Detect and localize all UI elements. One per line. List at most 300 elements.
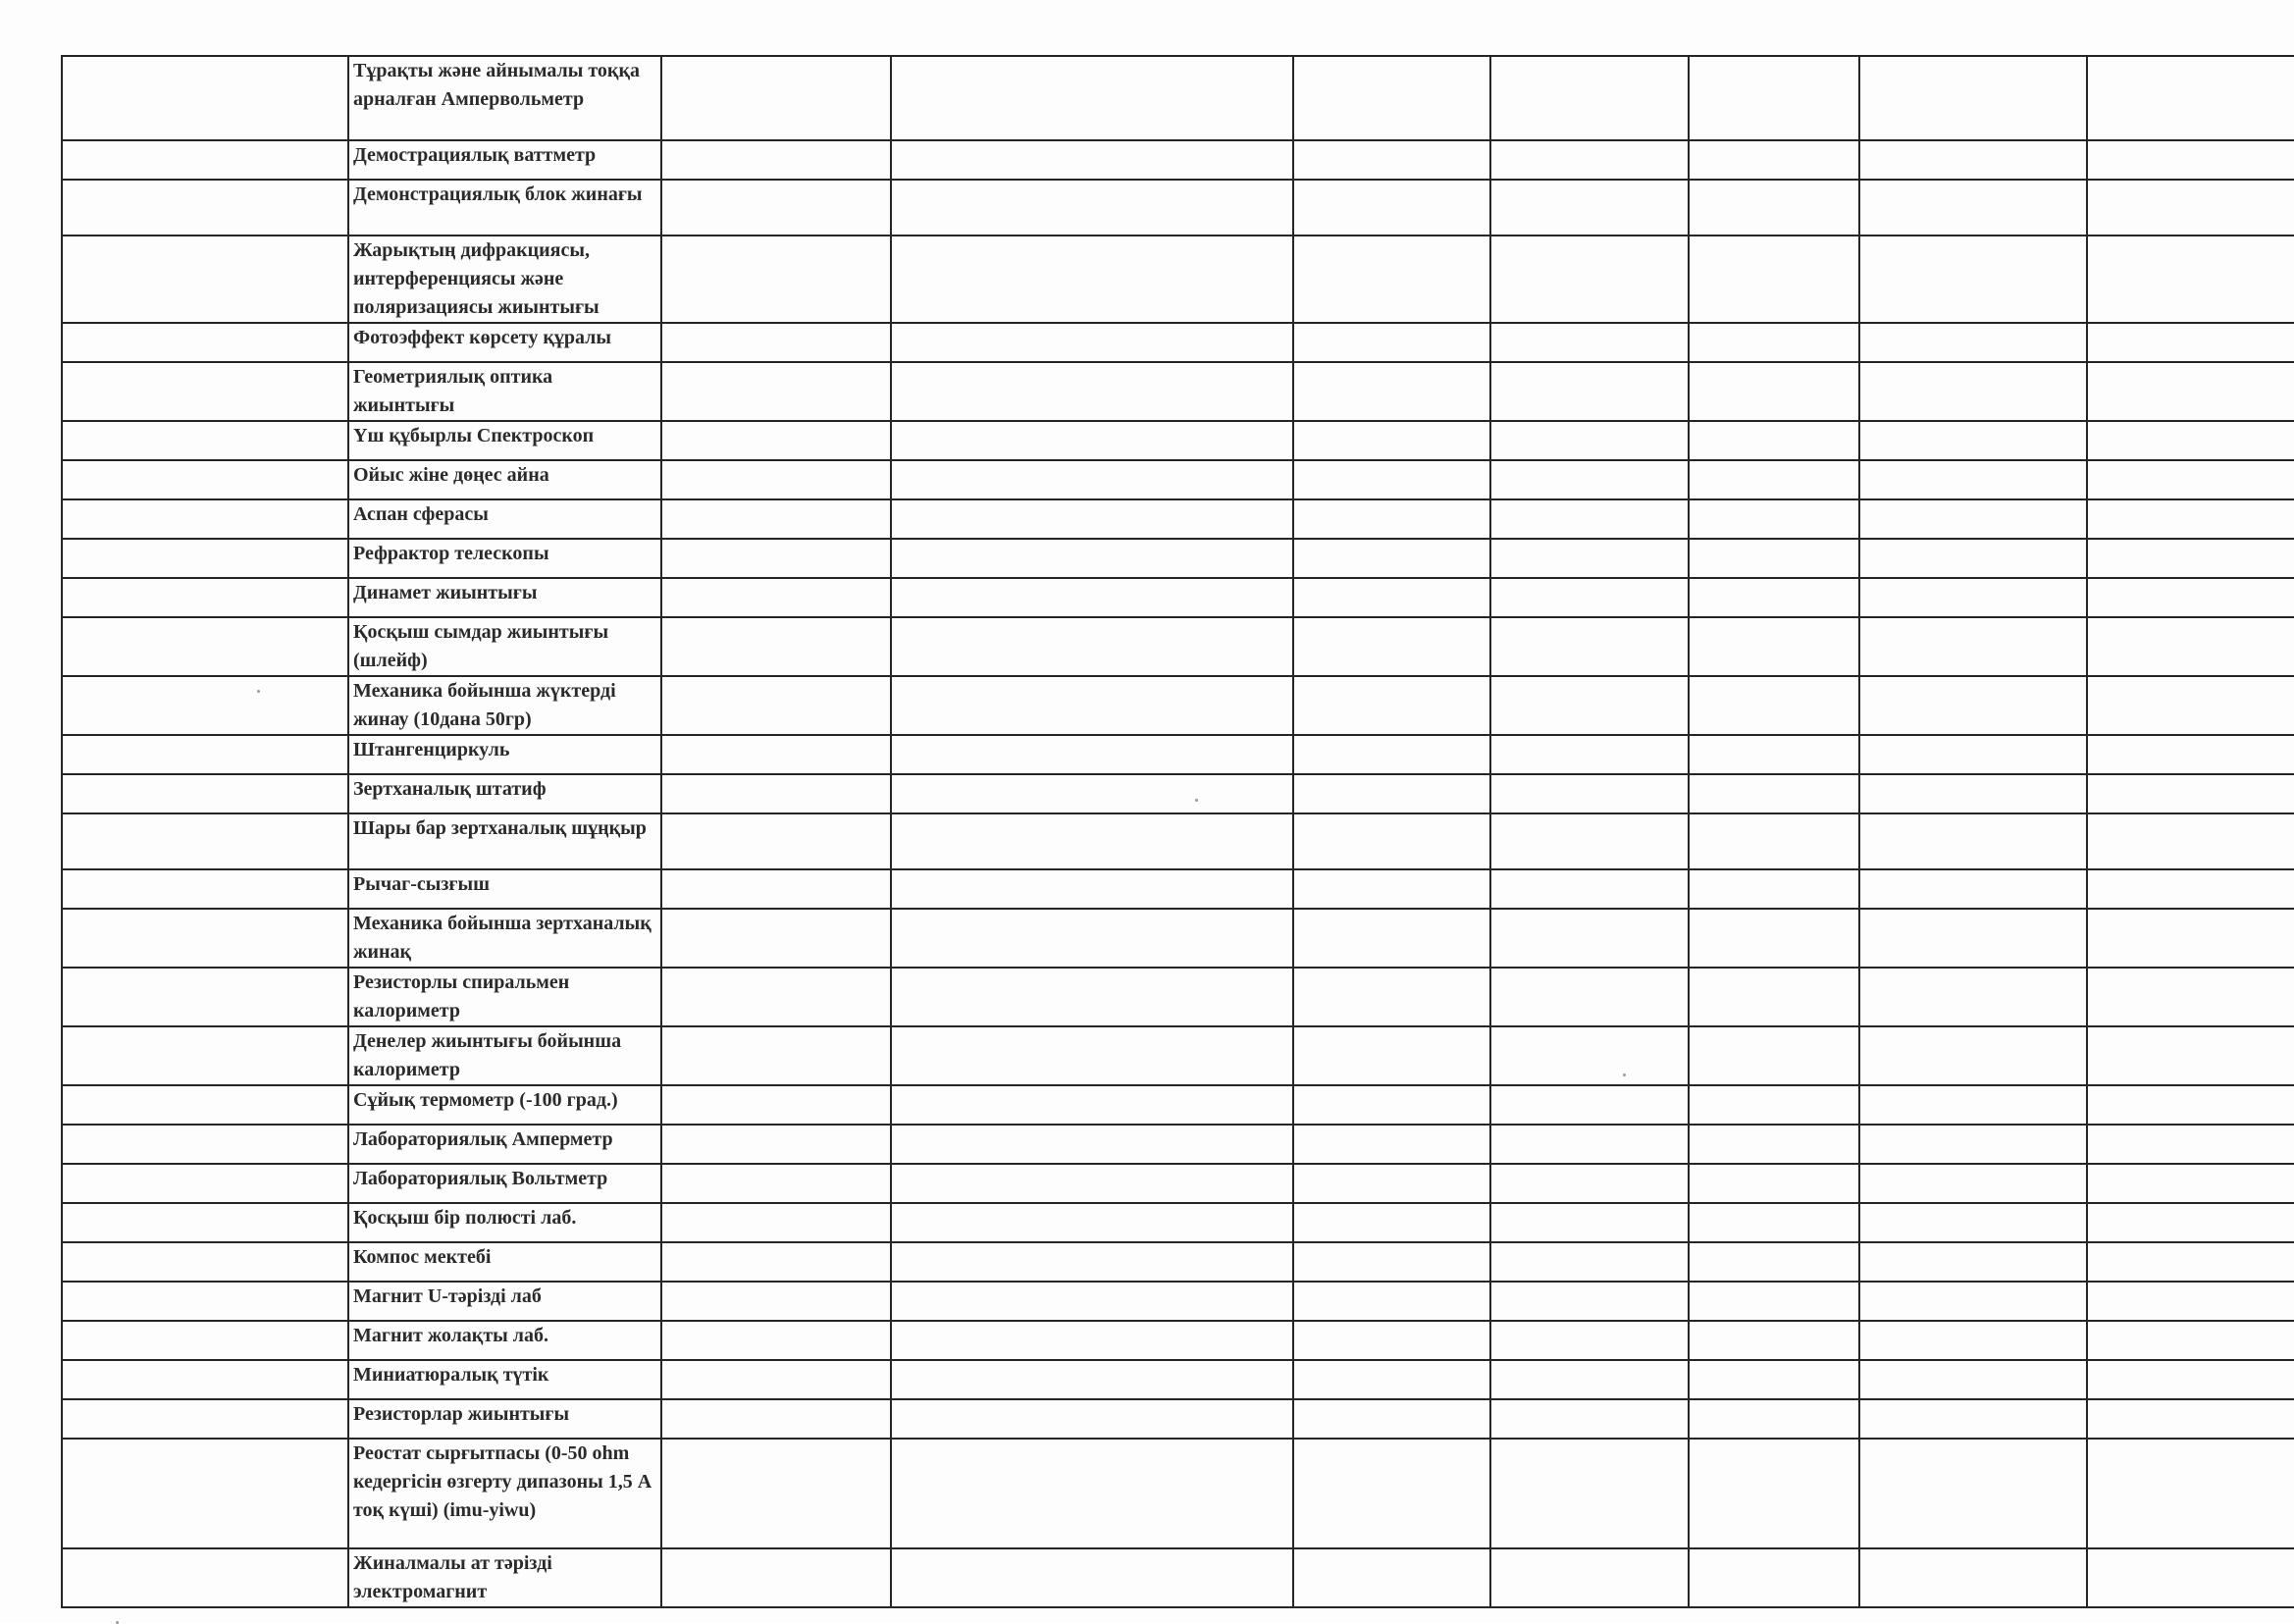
empty-cell — [891, 421, 1293, 460]
empty-cell — [1293, 676, 1490, 735]
empty-cell — [661, 578, 891, 617]
empty-cell — [62, 1360, 348, 1399]
empty-cell — [661, 1203, 891, 1242]
empty-cell — [2087, 1399, 2294, 1439]
empty-cell — [2087, 1085, 2294, 1125]
empty-cell — [1689, 236, 1859, 323]
empty-cell — [891, 774, 1293, 813]
empty-cell — [62, 1282, 348, 1321]
item-name-cell: Механика бойынша жүктерді жинау (10дана 50гр) — [348, 676, 661, 735]
empty-cell — [661, 140, 891, 180]
empty-cell — [1293, 735, 1490, 774]
empty-cell — [62, 813, 348, 869]
empty-cell — [2087, 1026, 2294, 1085]
empty-cell — [1689, 1399, 1859, 1439]
empty-cell — [1490, 578, 1689, 617]
empty-cell — [1293, 421, 1490, 460]
item-name-cell: Резисторлы спиральмен калориметр — [348, 968, 661, 1026]
empty-cell — [62, 1203, 348, 1242]
empty-cell — [661, 869, 891, 909]
empty-cell — [1293, 869, 1490, 909]
empty-cell — [1689, 909, 1859, 968]
empty-cell — [2087, 460, 2294, 499]
empty-cell — [2087, 1125, 2294, 1164]
empty-cell — [661, 421, 891, 460]
item-name-cell: Демонстрациялық блок жинағы — [348, 180, 661, 236]
empty-cell — [1293, 1026, 1490, 1085]
empty-cell — [891, 617, 1293, 676]
empty-cell — [661, 1125, 891, 1164]
table-row — [62, 140, 2294, 180]
empty-cell — [661, 236, 891, 323]
table-row — [62, 1125, 2294, 1164]
empty-cell — [1490, 735, 1689, 774]
empty-cell — [1689, 1321, 1859, 1360]
empty-cell — [1689, 617, 1859, 676]
empty-cell — [62, 968, 348, 1026]
empty-cell — [62, 460, 348, 499]
empty-cell — [2087, 140, 2294, 180]
empty-cell — [62, 617, 348, 676]
empty-cell — [1689, 499, 1859, 539]
empty-cell — [661, 1026, 891, 1085]
empty-cell — [2087, 421, 2294, 460]
empty-cell — [891, 323, 1293, 362]
empty-cell — [62, 539, 348, 578]
table-row — [62, 1026, 2294, 1085]
empty-cell — [1689, 362, 1859, 421]
empty-cell — [1859, 735, 2087, 774]
table-row — [62, 1399, 2294, 1439]
empty-cell — [1689, 1125, 1859, 1164]
table-row — [62, 180, 2294, 236]
empty-cell — [1859, 421, 2087, 460]
empty-cell — [2087, 323, 2294, 362]
table-row — [62, 460, 2294, 499]
empty-cell — [891, 499, 1293, 539]
empty-cell — [891, 968, 1293, 1026]
empty-cell — [661, 1085, 891, 1125]
empty-cell — [891, 362, 1293, 421]
table-row — [62, 869, 2294, 909]
item-name-cell: Резисторлар жиынтығы — [348, 1399, 661, 1439]
empty-cell — [891, 1548, 1293, 1607]
table-row — [62, 774, 2294, 813]
empty-cell — [1490, 909, 1689, 968]
empty-cell — [891, 676, 1293, 735]
table-row — [62, 1321, 2294, 1360]
empty-cell — [62, 1548, 348, 1607]
empty-cell — [62, 1026, 348, 1085]
item-name-cell: Геометриялық оптика жиынтығы — [348, 362, 661, 421]
empty-cell — [1490, 813, 1689, 869]
empty-cell — [1689, 1085, 1859, 1125]
empty-cell — [2087, 909, 2294, 968]
empty-cell — [1490, 421, 1689, 460]
empty-cell — [1689, 578, 1859, 617]
empty-cell — [62, 140, 348, 180]
empty-cell — [1490, 1085, 1689, 1125]
empty-cell — [661, 813, 891, 869]
empty-cell — [62, 1125, 348, 1164]
table-row — [62, 1360, 2294, 1399]
item-name-cell: Жарықтың дифракциясы, интерференциясы және поляризациясы жиынтығы — [348, 236, 661, 323]
table-row — [62, 968, 2294, 1026]
item-name-cell: Сұйық термометр (-100 град.) — [348, 1085, 661, 1125]
empty-cell — [1293, 774, 1490, 813]
empty-cell — [1490, 968, 1689, 1026]
scan-speck — [257, 690, 260, 693]
empty-cell — [1859, 1026, 2087, 1085]
empty-cell — [1859, 1399, 2087, 1439]
empty-cell — [1859, 1548, 2087, 1607]
table-row — [62, 323, 2294, 362]
table-row — [62, 236, 2294, 323]
empty-cell — [1859, 236, 2087, 323]
empty-cell — [62, 1321, 348, 1360]
empty-cell — [1689, 1548, 1859, 1607]
empty-cell — [62, 1242, 348, 1282]
empty-cell — [1490, 180, 1689, 236]
table-row — [62, 362, 2294, 421]
empty-cell — [891, 1439, 1293, 1548]
empty-cell — [1293, 539, 1490, 578]
empty-cell — [1859, 968, 2087, 1026]
empty-cell — [62, 499, 348, 539]
empty-cell — [891, 1125, 1293, 1164]
empty-cell — [1859, 617, 2087, 676]
empty-cell — [661, 460, 891, 499]
item-name-cell: Миниатюралық түтік — [348, 1360, 661, 1399]
empty-cell — [2087, 578, 2294, 617]
empty-cell — [661, 909, 891, 968]
empty-cell — [891, 1203, 1293, 1242]
empty-cell — [1859, 323, 2087, 362]
item-name-cell: Лабораториялық Вольтметр — [348, 1164, 661, 1203]
empty-cell — [1859, 909, 2087, 968]
empty-cell — [1490, 774, 1689, 813]
empty-cell — [1293, 56, 1490, 140]
table-row — [62, 676, 2294, 735]
table-row — [62, 1164, 2294, 1203]
empty-cell — [1490, 1242, 1689, 1282]
empty-cell — [891, 1085, 1293, 1125]
empty-cell — [891, 869, 1293, 909]
empty-cell — [891, 1399, 1293, 1439]
empty-cell — [1490, 1203, 1689, 1242]
empty-cell — [1689, 323, 1859, 362]
empty-cell — [1490, 1164, 1689, 1203]
table-row — [62, 909, 2294, 968]
empty-cell — [1859, 676, 2087, 735]
empty-cell — [661, 617, 891, 676]
item-name-cell: Демострациялық ваттметр — [348, 140, 661, 180]
empty-cell — [661, 56, 891, 140]
empty-cell — [1859, 1203, 2087, 1242]
item-name-cell: Штангенциркуль — [348, 735, 661, 774]
empty-cell — [661, 323, 891, 362]
item-name-cell: Зертханалық штатиф — [348, 774, 661, 813]
table-row — [62, 1548, 2294, 1607]
item-name-cell: Рефрактор телескопы — [348, 539, 661, 578]
empty-cell — [1859, 1282, 2087, 1321]
empty-cell — [62, 323, 348, 362]
empty-cell — [661, 1548, 891, 1607]
empty-cell — [661, 968, 891, 1026]
item-name-cell: Қосқыш бір полюсті лаб. — [348, 1203, 661, 1242]
empty-cell — [1859, 499, 2087, 539]
empty-cell — [891, 1360, 1293, 1399]
empty-cell — [2087, 1360, 2294, 1399]
empty-cell — [661, 180, 891, 236]
item-name-cell: Фотоэффект көрсету құралы — [348, 323, 661, 362]
empty-cell — [1859, 362, 2087, 421]
empty-cell — [1859, 869, 2087, 909]
empty-cell — [1293, 140, 1490, 180]
item-name-cell: Тұрақты және айнымалы тоққа арналған Ампервольметр — [348, 56, 661, 140]
empty-cell — [62, 1164, 348, 1203]
empty-cell — [1689, 56, 1859, 140]
empty-cell — [1293, 1321, 1490, 1360]
empty-cell — [1859, 1164, 2087, 1203]
empty-cell — [1293, 1399, 1490, 1439]
empty-cell — [1689, 1360, 1859, 1399]
empty-cell — [661, 362, 891, 421]
empty-cell — [1293, 1125, 1490, 1164]
empty-cell — [1859, 1125, 2087, 1164]
empty-cell — [1490, 56, 1689, 140]
empty-cell — [1490, 236, 1689, 323]
item-name-cell: Лабораториялық Амперметр — [348, 1125, 661, 1164]
empty-cell — [2087, 774, 2294, 813]
empty-cell — [1689, 1026, 1859, 1085]
empty-cell — [1293, 617, 1490, 676]
empty-cell — [1293, 460, 1490, 499]
empty-cell — [1859, 460, 2087, 499]
empty-cell — [1490, 1439, 1689, 1548]
empty-cell — [1689, 1282, 1859, 1321]
item-name-cell: Үш құбырлы Спектроскоп — [348, 421, 661, 460]
empty-cell — [2087, 1203, 2294, 1242]
table-row — [62, 1282, 2294, 1321]
empty-cell — [1490, 1548, 1689, 1607]
empty-cell — [1689, 460, 1859, 499]
empty-cell — [2087, 1321, 2294, 1360]
empty-cell — [891, 539, 1293, 578]
empty-cell — [1293, 1085, 1490, 1125]
empty-cell — [1490, 539, 1689, 578]
empty-cell — [891, 1282, 1293, 1321]
empty-cell — [1859, 578, 2087, 617]
empty-cell — [1859, 813, 2087, 869]
empty-cell — [1859, 1439, 2087, 1548]
empty-cell — [661, 499, 891, 539]
empty-cell — [891, 813, 1293, 869]
empty-cell — [1689, 735, 1859, 774]
empty-cell — [62, 56, 348, 140]
empty-cell — [661, 1399, 891, 1439]
empty-cell — [1490, 362, 1689, 421]
empty-cell — [2087, 56, 2294, 140]
empty-cell — [1293, 362, 1490, 421]
table-row — [62, 499, 2294, 539]
table-row — [62, 1085, 2294, 1125]
empty-cell — [1293, 1242, 1490, 1282]
empty-cell — [891, 236, 1293, 323]
empty-cell — [661, 774, 891, 813]
empty-cell — [661, 1164, 891, 1203]
empty-cell — [661, 1439, 891, 1548]
empty-cell — [2087, 617, 2294, 676]
empty-cell — [661, 676, 891, 735]
table-row — [62, 1439, 2294, 1548]
empty-cell — [2087, 1164, 2294, 1203]
empty-cell — [1859, 140, 2087, 180]
empty-cell — [2087, 1548, 2294, 1607]
empty-cell — [661, 1360, 891, 1399]
empty-cell — [1859, 1321, 2087, 1360]
empty-cell — [1293, 1203, 1490, 1242]
item-name-cell: Шары бар зертханалық шұңқыр — [348, 813, 661, 869]
empty-cell — [2087, 499, 2294, 539]
table-row — [62, 56, 2294, 140]
empty-cell — [1859, 180, 2087, 236]
empty-cell — [2087, 236, 2294, 323]
empty-cell — [1689, 1439, 1859, 1548]
empty-cell — [661, 539, 891, 578]
empty-cell — [1293, 236, 1490, 323]
empty-cell — [1689, 421, 1859, 460]
empty-cell — [2087, 735, 2294, 774]
table-row — [62, 735, 2294, 774]
empty-cell — [62, 421, 348, 460]
item-name-cell: Ойыс жіне дөңес айна — [348, 460, 661, 499]
empty-cell — [62, 1085, 348, 1125]
item-name-cell: Механика бойынша зертханалық жинақ — [348, 909, 661, 968]
empty-cell — [661, 1321, 891, 1360]
empty-cell — [1859, 1242, 2087, 1282]
empty-cell — [2087, 813, 2294, 869]
item-name-cell: Магнит жолақты лаб. — [348, 1321, 661, 1360]
table-body — [62, 56, 2294, 1607]
empty-cell — [891, 578, 1293, 617]
empty-cell — [2087, 968, 2294, 1026]
empty-cell — [891, 735, 1293, 774]
empty-cell — [62, 774, 348, 813]
empty-cell — [1490, 323, 1689, 362]
empty-cell — [891, 1026, 1293, 1085]
empty-cell — [1490, 1360, 1689, 1399]
empty-cell — [62, 909, 348, 968]
empty-cell — [62, 1399, 348, 1439]
empty-cell — [1689, 813, 1859, 869]
empty-cell — [62, 362, 348, 421]
empty-cell — [891, 1242, 1293, 1282]
empty-cell — [62, 735, 348, 774]
empty-cell — [62, 236, 348, 323]
empty-cell — [1293, 180, 1490, 236]
empty-cell — [891, 460, 1293, 499]
item-name-cell: Компос мектебі — [348, 1242, 661, 1282]
empty-cell — [1689, 774, 1859, 813]
empty-cell — [1689, 1164, 1859, 1203]
empty-cell — [661, 735, 891, 774]
empty-cell — [891, 909, 1293, 968]
empty-cell — [1689, 140, 1859, 180]
empty-cell — [1490, 676, 1689, 735]
empty-cell — [891, 56, 1293, 140]
empty-cell — [2087, 1242, 2294, 1282]
empty-cell — [2087, 362, 2294, 421]
table-row — [62, 421, 2294, 460]
empty-cell — [1293, 323, 1490, 362]
empty-cell — [62, 869, 348, 909]
empty-cell — [1293, 968, 1490, 1026]
empty-cell — [2087, 180, 2294, 236]
empty-cell — [1293, 1439, 1490, 1548]
empty-cell — [2087, 1439, 2294, 1548]
empty-cell — [1689, 869, 1859, 909]
empty-cell — [1293, 1164, 1490, 1203]
empty-cell — [1490, 1282, 1689, 1321]
empty-cell — [891, 180, 1293, 236]
empty-cell — [661, 1242, 891, 1282]
empty-cell — [1490, 460, 1689, 499]
empty-cell — [1490, 1026, 1689, 1085]
empty-cell — [1689, 676, 1859, 735]
table-row — [62, 539, 2294, 578]
empty-cell — [1293, 1548, 1490, 1607]
empty-cell — [62, 180, 348, 236]
table-row — [62, 617, 2294, 676]
item-name-cell: Қосқыш сымдар жиынтығы (шлейф) — [348, 617, 661, 676]
empty-cell — [1689, 539, 1859, 578]
empty-cell — [62, 1439, 348, 1548]
empty-cell — [1293, 813, 1490, 869]
empty-cell — [661, 1282, 891, 1321]
empty-cell — [1859, 1360, 2087, 1399]
empty-cell — [62, 578, 348, 617]
item-name-cell: Реостат сырғытпасы (0-50 ohm кедергісін өзгерту дипазоны 1,5 А тоқ күші) (imu-yiwu) — [348, 1439, 661, 1548]
empty-cell — [891, 1164, 1293, 1203]
table-row — [62, 813, 2294, 869]
item-name-cell: Жиналмалы ат тәрізді электромагнит — [348, 1548, 661, 1607]
empty-cell — [891, 140, 1293, 180]
empty-cell — [1490, 499, 1689, 539]
empty-cell — [1689, 1242, 1859, 1282]
empty-cell — [891, 1321, 1293, 1360]
empty-cell — [1859, 539, 2087, 578]
empty-cell — [1859, 1085, 2087, 1125]
item-name-cell: Динамет жиынтығы — [348, 578, 661, 617]
empty-cell — [2087, 539, 2294, 578]
item-name-cell: Магнит U-тәрізді лаб — [348, 1282, 661, 1321]
empty-cell — [1490, 140, 1689, 180]
empty-cell — [1293, 578, 1490, 617]
scan-speck — [1623, 1074, 1626, 1076]
empty-cell — [1293, 1282, 1490, 1321]
empty-cell — [1689, 1203, 1859, 1242]
item-name-cell: Аспан сферасы — [348, 499, 661, 539]
empty-cell — [2087, 1282, 2294, 1321]
equipment-table — [61, 55, 2294, 1608]
empty-cell — [2087, 869, 2294, 909]
table-row — [62, 1242, 2294, 1282]
empty-cell — [62, 676, 348, 735]
empty-cell — [1689, 180, 1859, 236]
empty-cell — [2087, 676, 2294, 735]
empty-cell — [1293, 499, 1490, 539]
